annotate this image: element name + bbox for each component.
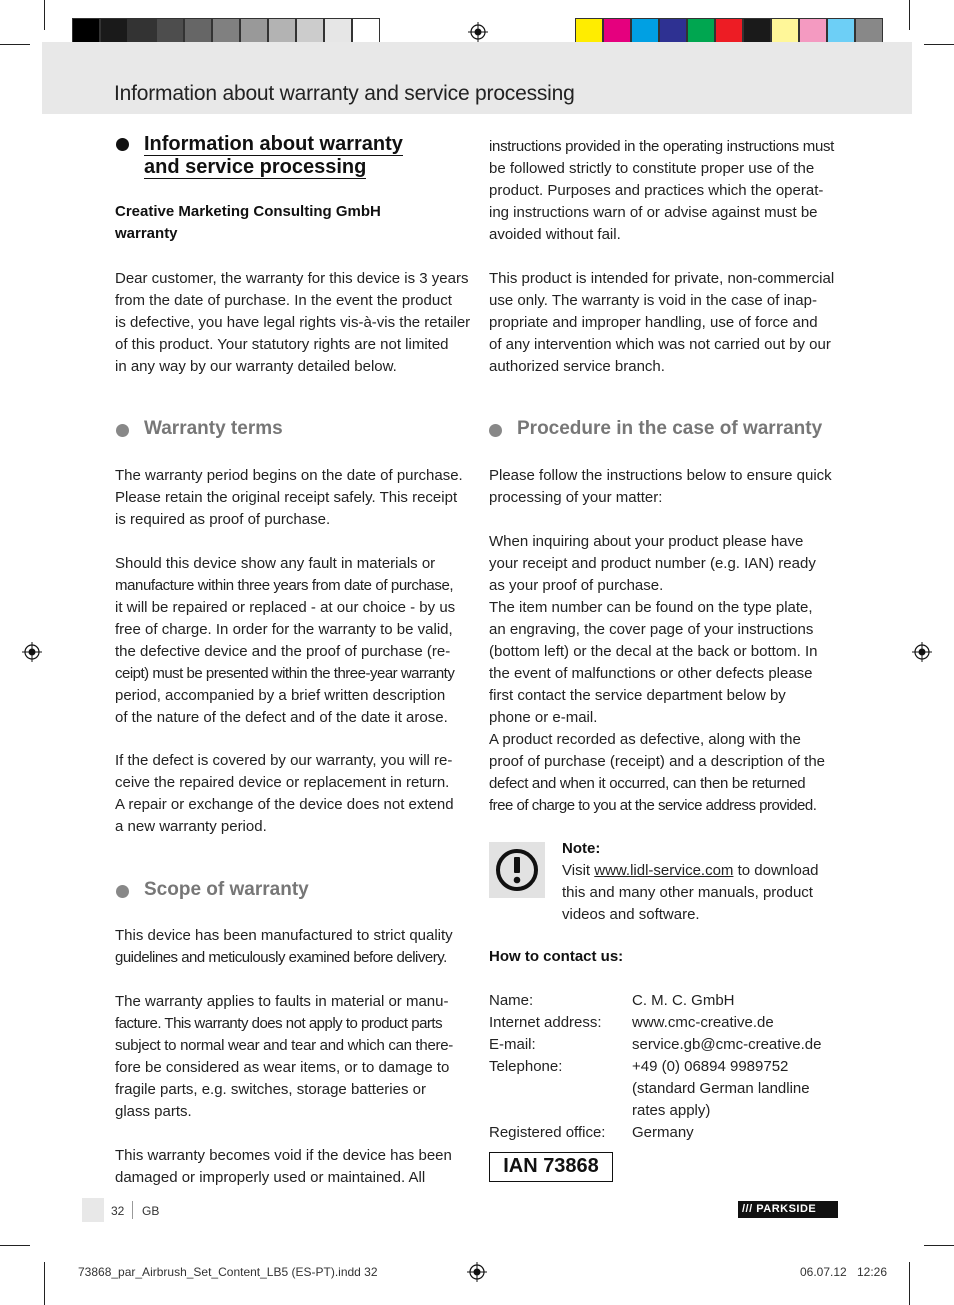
text-line: Please retain the original receipt safely. This receipt bbox=[115, 489, 458, 506]
contact-label: Registered office: bbox=[489, 1124, 606, 1141]
text-line: A repair or exchange of the device does not extend bbox=[115, 796, 454, 813]
text-line: The warranty period begins on the date of purchase. bbox=[115, 467, 463, 484]
text-line: is required as proof of purchase. bbox=[115, 511, 331, 528]
page-number-box bbox=[82, 1198, 104, 1222]
company-heading-line: warranty bbox=[115, 225, 178, 242]
crop-mark bbox=[909, 0, 910, 30]
crop-mark bbox=[44, 1262, 45, 1305]
scope-paragraph bbox=[115, 991, 453, 1123]
language-code: GB bbox=[142, 1204, 160, 1218]
contact-label: Name: bbox=[489, 992, 534, 1009]
text-line: When inquiring about your product please have bbox=[489, 533, 804, 550]
text-line: it will be repaired or replaced - at our choice - by us bbox=[115, 599, 456, 616]
registration-mark-icon bbox=[912, 642, 932, 662]
print-time: 12:26 bbox=[857, 1265, 888, 1279]
text-line: ceipt) must be presented within the three-year warranty bbox=[115, 665, 455, 682]
text-line: propriate and improper handling, use of force and bbox=[489, 314, 818, 331]
contact-value: Germany bbox=[632, 1124, 694, 1141]
crop-mark bbox=[909, 1262, 910, 1305]
contact-heading: How to contact us: bbox=[489, 948, 624, 965]
company-heading bbox=[115, 201, 381, 245]
note-after-link-text: to download bbox=[733, 862, 819, 879]
contact-label: E-mail: bbox=[489, 1036, 536, 1053]
continued-paragraph bbox=[489, 268, 834, 378]
text-line: proof of purchase (receipt) and a description of the bbox=[489, 753, 826, 770]
note-icon-box bbox=[489, 842, 545, 898]
note-line: this and many other manuals, product bbox=[562, 884, 813, 901]
text-line: A product recorded as defective, along with the bbox=[489, 731, 801, 748]
text-line: subject to normal wear and tear and which can there- bbox=[115, 1037, 453, 1054]
text-line: damaged or improperly used or maintained. All bbox=[115, 1169, 426, 1186]
text-line: of this product. Your statutory rights are not limited bbox=[115, 336, 449, 353]
procedure-paragraph bbox=[489, 465, 832, 509]
contact-label: Telephone: bbox=[489, 1058, 563, 1075]
text-line: period, accompanied by a brief written description bbox=[115, 687, 446, 704]
file-name: 73868_par_Airbrush_Set_Content_LB5 (ES-PT).indd 32 bbox=[78, 1265, 378, 1279]
note-line bbox=[562, 860, 819, 882]
lidl-service-link[interactable]: www.lidl-service.com bbox=[594, 862, 734, 879]
text-line: manufacture within three years from date of purchase, bbox=[115, 577, 454, 594]
contact-label: Internet address: bbox=[489, 1014, 602, 1031]
text-line: from the date of purchase. In the event the product bbox=[115, 292, 452, 309]
note-label: Note: bbox=[562, 840, 601, 857]
registration-mark-icon bbox=[467, 1262, 487, 1282]
section-heading-scope: Scope of warranty bbox=[144, 879, 309, 900]
text-line: instructions provided in the operating instructions must bbox=[489, 138, 835, 155]
continued-paragraph bbox=[489, 136, 834, 246]
bullet-icon bbox=[489, 424, 502, 437]
ian-badge: IAN 73868 bbox=[489, 1152, 613, 1182]
text-line: ing instructions warn of or advise against must be bbox=[489, 204, 818, 221]
text-line: an engraving, the cover page of your instructions bbox=[489, 621, 814, 638]
text-line: Please follow the instructions below to ensure quick bbox=[489, 467, 832, 484]
contact-value: www.cmc-creative.de bbox=[632, 1014, 774, 1031]
main-heading bbox=[144, 133, 403, 179]
text-line: glass parts. bbox=[115, 1103, 192, 1120]
text-line: your receipt and product number (e.g. IAN) ready bbox=[489, 555, 816, 572]
text-line: authorized service branch. bbox=[489, 358, 665, 375]
text-line: If the defect is covered by our warranty, you will re- bbox=[115, 752, 453, 769]
main-heading-line: Information about warranty bbox=[144, 133, 403, 155]
contact-value: rates apply) bbox=[632, 1102, 711, 1119]
warranty-terms-paragraph bbox=[115, 553, 455, 729]
text-line: the event of malfunctions or other defects please bbox=[489, 665, 813, 682]
crop-mark bbox=[924, 1245, 954, 1246]
section-heading-procedure: Procedure in the case of warranty bbox=[517, 418, 823, 439]
main-heading-line: and service processing bbox=[144, 156, 367, 178]
text-line: Should this device show any fault in materials or bbox=[115, 555, 436, 572]
procedure-paragraph bbox=[489, 531, 825, 817]
section-heading-warranty-terms: Warranty terms bbox=[144, 418, 283, 439]
text-line: is defective, you have legal rights vis-à-vis the retailer bbox=[115, 314, 471, 331]
text-line: free of charge. In order for the warranty to be valid, bbox=[115, 621, 453, 638]
crop-mark bbox=[0, 1245, 30, 1246]
intro-paragraph bbox=[115, 268, 470, 378]
note-line: videos and software. bbox=[562, 906, 700, 923]
text-line: first contact the service department below by bbox=[489, 687, 786, 704]
text-line: This warranty becomes void if the device has been bbox=[115, 1147, 452, 1164]
text-line: avoided without fail. bbox=[489, 226, 621, 243]
text-line: facture. This warranty does not apply to product parts bbox=[115, 1015, 443, 1032]
text-line: (bottom left) or the decal at the back or bottom. In bbox=[489, 643, 818, 660]
text-line: of any intervention which was not carried out by our bbox=[489, 336, 831, 353]
text-line: processing of your matter: bbox=[489, 489, 663, 506]
text-line: This device has been manufactured to strict quality bbox=[115, 927, 453, 944]
text-line: defect and when it occurred, can then be returned bbox=[489, 775, 806, 792]
brand-name: /// PARKSIDE bbox=[742, 1203, 817, 1215]
text-line: of the nature of the defect and of the date it arose. bbox=[115, 709, 448, 726]
contact-value: service.gb@cmc-creative.de bbox=[632, 1036, 822, 1053]
text-line: fore be considered as wear items, or to damage to bbox=[115, 1059, 450, 1076]
exclamation-icon bbox=[489, 842, 545, 898]
page-title: Information about warranty and service processing bbox=[114, 82, 575, 105]
bullet-icon bbox=[116, 138, 129, 151]
text-line: Dear customer, the warranty for this device is 3 years bbox=[115, 270, 469, 287]
text-line: the defective device and the proof of purchase (re- bbox=[115, 643, 451, 660]
footer-divider bbox=[132, 1201, 133, 1219]
contact-value: (standard German landline bbox=[632, 1080, 810, 1097]
crop-mark bbox=[44, 0, 45, 30]
text-line: product. Purposes and practices which the operat- bbox=[489, 182, 824, 199]
print-date: 06.07.12 bbox=[800, 1265, 847, 1279]
parkside-logo bbox=[738, 1201, 838, 1218]
contact-value: C. M. C. GmbH bbox=[632, 992, 735, 1009]
text-line: This product is intended for private, non-commercial bbox=[489, 270, 835, 287]
scope-paragraph bbox=[115, 925, 453, 969]
warranty-terms-paragraph bbox=[115, 465, 463, 531]
registration-mark-icon bbox=[22, 642, 42, 662]
text-line: use only. The warranty is void in the case of inap- bbox=[489, 292, 817, 309]
contact-value: +49 (0) 06894 9989752 bbox=[632, 1058, 789, 1075]
note-visit-text: Visit bbox=[562, 862, 595, 879]
page-number: 32 bbox=[111, 1204, 125, 1218]
text-line: a new warranty period. bbox=[115, 818, 267, 835]
note-text bbox=[562, 838, 819, 926]
scope-paragraph bbox=[115, 1145, 452, 1189]
text-line: The item number can be found on the type plate, bbox=[489, 599, 813, 616]
text-line: free of charge to you at the service address provided. bbox=[489, 797, 817, 814]
registration-mark-icon bbox=[468, 22, 488, 42]
bullet-icon bbox=[116, 885, 129, 898]
company-heading-line: Creative Marketing Consulting GmbH bbox=[115, 203, 381, 220]
warranty-terms-paragraph bbox=[115, 750, 454, 838]
text-line: fragile parts, e.g. switches, storage batteries or bbox=[115, 1081, 426, 1098]
crop-mark bbox=[0, 44, 30, 45]
text-line: phone or e-mail. bbox=[489, 709, 598, 726]
crop-mark bbox=[924, 44, 954, 45]
text-line: guidelines and meticulously examined before delivery. bbox=[115, 949, 447, 966]
bullet-icon bbox=[116, 424, 129, 437]
text-line: ceive the repaired device or replacement in return. bbox=[115, 774, 450, 791]
text-line: be followed strictly to constitute proper use of the bbox=[489, 160, 815, 177]
text-line: as your proof of purchase. bbox=[489, 577, 664, 594]
text-line: in any way by our warranty detailed below. bbox=[115, 358, 397, 375]
text-line: The warranty applies to faults in material or manu- bbox=[115, 993, 449, 1010]
